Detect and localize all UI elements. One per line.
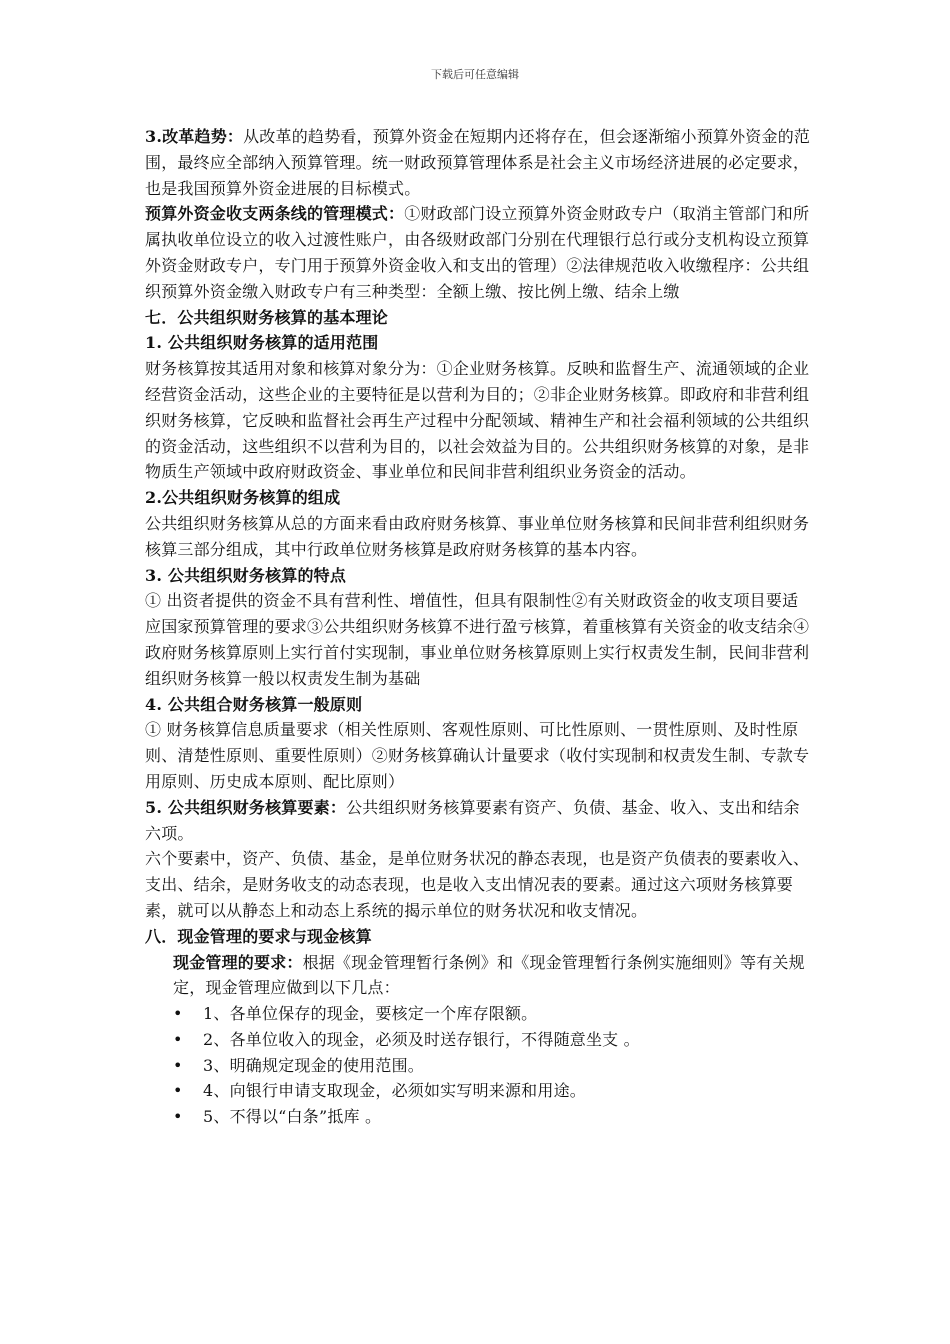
section-7-text-5: 公共组织财务核算要素有资产、负债、基金、收入、支出和结余六项。 [145,797,800,843]
reform-trend-text: 从改革的趋势看，预算外资金在短期内还将存在，但会逐渐缩小预算外资金的范围，最终应全部纳入预算管理。统一财政预算管理体系是社会主义市场经济进展的必定要求，也是我国预算外资金进展的目标模式。 [145,127,811,198]
page-header: 下载后可任意编辑 [431,68,519,81]
section-7-heading-2: 2.公共组织财务核算的组成 [145,488,341,508]
cash-management-label: 现金管理的要求： [173,952,303,972]
section-7-title: 七．公共组织财务核算的基本理论 [145,307,389,327]
bullet-icon: • [173,1055,183,1075]
section-7-paragraph-5 [145,795,813,847]
cash-management-text: 根据《现金管理暂行条例》和《现金管理暂行条例实施细则》等有关规定，现金管理应做到以下几点： [173,952,805,998]
cash-rules-list [145,1001,813,1130]
reform-trend-label: 3.改革趋势： [145,127,244,146]
bullet-icon: • [173,1029,183,1049]
management-mode-text: ①财政部门设立预算外资金财政专户（取消主管部门和所属执收单位设立的收入过渡性账户，由各级财政部门分别在代理银行总行或分支机构设立预算外资金财政专户，专门用于预算外资金收入和支出的管理）②法律规范收入收缴程序：公共组织预算外资金缴入财政专户有三种类型：全额上缴、按比例上缴、结余上缴 [145,204,810,301]
section-7-paragraph-4: ① 财务核算信息质量要求（相关性原则、客观性原则、可比性原则、一贯性原则、及时性原则、清楚性原则、重要性原则）②财务核算确认计量要求（收付实现制和权责发生制、专款专用原则、历史成本原则、配比原则） [145,720,810,791]
bullet-icon: • [173,1081,183,1101]
section-7-paragraph-6: 六个要素中，资产、负债、基金，是单位财务状况的静态表现，也是资产负债表的要素收入、支出、结余，是财务收支的动态表现，也是收入支出情况表的要素。通过这六项财务核算要素，就可以从静态上和动态上系统的揭示单位的财务状况和收支情况。 [145,849,810,920]
section-7-heading-3: 3. 公共组织财务核算的特点 [145,565,347,585]
cash-management-paragraph [145,950,813,1002]
section-8-title: 八．现金管理的要求与现金核算 [145,926,372,946]
list-item: • 1、各单位保存的现金，要核定一个库存限额。 [145,1001,813,1027]
section-7-paragraph-3: ① 出资者提供的资金不具有营利性、增值性，但具有限制性②有关财政资金的收支项目要适应国家预算管理的要求③公共组织财务核算不进行盈亏核算，着重核算有关资金的收支结余④政府财务核算原则上实行首付实现制，事业单位财务核算原则上实行权责发生制，民间非营利组织财务核算一般以权责发生制为基础 [145,591,810,688]
reform-trend-paragraph [145,124,813,201]
list-item: • 5、不得以“白条”抵库 。 [145,1104,813,1130]
section-7-heading-5: 5. 公共组织财务核算要素： [145,797,347,817]
management-mode-paragraph [145,201,813,304]
document-body [145,124,813,1130]
management-mode-label: 预算外资金收支两条线的管理模式： [145,204,405,224]
section-7-heading-1: 1. 公共组织财务核算的适用范围 [145,333,379,353]
list-item: • 3、明确规定现金的使用范围。 [145,1053,813,1079]
list-item: • 2、各单位收入的现金，必须及时送存银行，不得随意坐支 。 [145,1027,813,1053]
bullet-icon: • [173,1107,183,1127]
list-item: • 4、向银行申请支取现金，必须如实写明来源和用途。 [145,1078,813,1104]
section-7-heading-4: 4. 公共组合财务核算一般原则 [145,694,363,714]
section-7-paragraph-2: 公共组织财务核算从总的方面来看由政府财务核算、事业单位财务核算和民间非营利组织财务核算三部分组成，其中行政单位财务核算是政府财务核算的基本内容。 [145,513,810,559]
section-7-paragraph-1: 财务核算按其适用对象和核算对象分为：①企业财务核算。反映和监督生产、流通领域的企业经营资金活动，这些企业的主要特征是以营利为目的；②非企业财务核算。即政府和非营利组织财务核算，它反映和监督社会再生产过程中分配领域、精神生产和社会福利领域的公共组织的资金活动，这些组织不以营利为目的，以社会效益为目的。公共组织财务核算的对象，是非物质生产领域中政府财政资金、事业单位和民间非营利组织业务资金的活动。 [145,359,810,482]
bullet-icon: • [173,1004,183,1024]
